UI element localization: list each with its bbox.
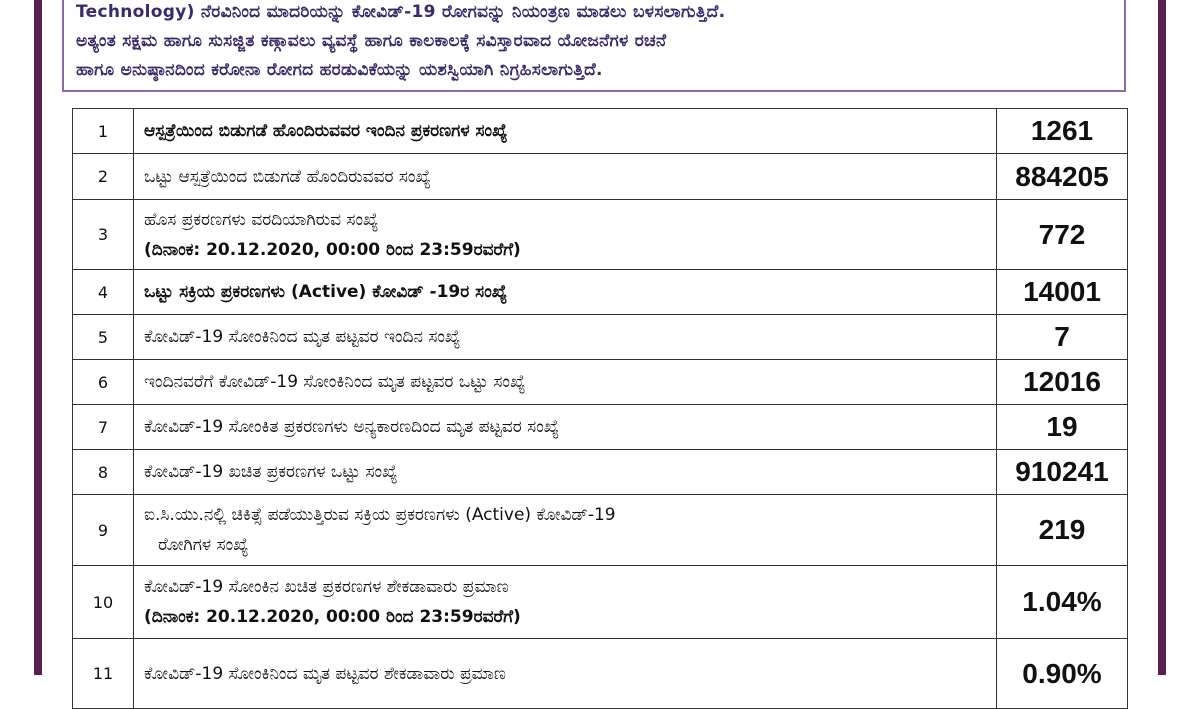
row-label: ಒಟ್ಟು ಆಸ್ಪತ್ರೆಯಿಂದ ಬಿಡುಗಡೆ ಹೊಂದಿರುವವರ ಸಂಖ್ಯೆ xyxy=(144,166,431,187)
row-value: 910241 xyxy=(997,450,1128,495)
row-label: ಹೊಸ ಪ್ರಕರಣಗಳು ವರದಿಯಾಗಿರುವ ಸಂಖ್ಯೆ xyxy=(144,209,379,230)
row-description xyxy=(134,639,997,709)
row-description xyxy=(134,109,997,154)
row-value: 19 xyxy=(997,405,1128,450)
row-sublabel: (ದಿನಾಂಕ: 20.12.2020, 00:00 ರಿಂದ 23:59ರವರೆಗೆ) xyxy=(144,607,521,627)
row-value: 1.04% xyxy=(997,566,1128,639)
row-label: ಕೋವಿಡ್-19 ಸೋಂಕಿನಿಂದ ಮೃತ ಪಟ್ಟವರ ಇಂದಿನ ಸಂಖ್ಯೆ xyxy=(144,327,461,347)
row-value: 219 xyxy=(997,495,1128,566)
row-value: 7 xyxy=(997,315,1128,360)
intro-line: Technology) ನೆರವಿನಿಂದ ಮಾದರಿಯನ್ನು ಕೋವಿಡ್-19 ರೋಗವನ್ನು ನಿಯಂತ್ರಣ ಮಾಡಲು ಬಳಸಲಾಗುತ್ತಿದೆ. xyxy=(76,2,726,22)
row-sublabel: (ದಿನಾಂಕ: 20.12.2020, 00:00 ರಿಂದ 23:59ರವರೆಗೆ) xyxy=(144,239,521,260)
row-number: 11 xyxy=(73,639,134,709)
table-row xyxy=(73,315,1128,360)
table-row xyxy=(73,450,1128,495)
table-row xyxy=(73,154,1128,200)
table-row xyxy=(73,639,1128,709)
row-description xyxy=(134,315,997,360)
row-number: 8 xyxy=(73,450,134,495)
covid-stats-table xyxy=(72,108,1128,709)
row-value: 1261 xyxy=(997,109,1128,154)
intro-line: ಹಾಗೂ ಅನುಷ್ಠಾನದಿಂದ ಕರೋನಾ ರೋಗದ ಹರಡುವಿಕೆಯನ್ನು ಯಶಸ್ವಿಯಾಗಿ ನಿಗ್ರಹಿಸಲಾಗುತ್ತಿದೆ. xyxy=(76,60,603,80)
row-description xyxy=(134,450,997,495)
table-row xyxy=(73,109,1128,154)
row-number: 7 xyxy=(73,405,134,450)
row-label: ಕೋವಿಡ್-19 ಸೋಂಕಿತ ಪ್ರಕರಣಗಳು ಅನ್ಯಕಾರಣದಿಂದ ಮೃತ ಪಟ್ಟವರ ಸಂಖ್ಯೆ xyxy=(144,417,560,437)
table-row xyxy=(73,270,1128,315)
row-description xyxy=(134,566,997,639)
row-label: ಒಟ್ಟು ಸಕ್ರಿಯ ಪ್ರಕರಣಗಳು (Active) ಕೋವಿಡ್ -19ರ ಸಂಖ್ಯೆ xyxy=(144,282,508,302)
row-value: 772 xyxy=(997,200,1128,270)
table-row xyxy=(73,360,1128,405)
row-number: 4 xyxy=(73,270,134,315)
row-description xyxy=(134,200,997,270)
row-value: 14001 xyxy=(997,270,1128,315)
row-description xyxy=(134,360,997,405)
row-description xyxy=(134,405,997,450)
row-number: 2 xyxy=(73,154,134,200)
row-label: ಇಂದಿನವರೆಗೆ ಕೋವಿಡ್-19 ಸೋಂಕಿನಿಂದ ಮೃತ ಪಟ್ಟವರ ಒಟ್ಟು ಸಂಖ್ಯೆ xyxy=(144,372,526,392)
row-label: ಕೋವಿಡ್-19 ಖಚಿತ ಪ್ರಕರಣಗಳ ಒಟ್ಟು ಸಂಖ್ಯೆ xyxy=(144,462,398,482)
row-number: 1 xyxy=(73,109,134,154)
row-number: 3 xyxy=(73,200,134,270)
row-description xyxy=(134,495,997,566)
table-row xyxy=(73,566,1128,639)
row-number: 5 xyxy=(73,315,134,360)
intro-line: ಅತ್ಯಂತ ಸಕ್ಷಮ ಹಾಗೂ ಸುಸಜ್ಜಿತ ಕಣ್ಗಾವಲು ವ್ಯವಸ್ಥೆ ಹಾಗೂ ಕಾಲಕಾಲಕ್ಕೆ ಸವಿಸ್ತಾರವಾದ ಯೋಜನೆಗಳ ರಚನೆ xyxy=(76,31,667,51)
row-label: ಆಸ್ಪತ್ರೆಯಿಂದ ಬಿಡುಗಡೆ ಹೊಂದಿರುವವರ ಇಂದಿನ ಪ್ರಕರಣಗಳ ಸಂಖ್ಯೆ xyxy=(144,121,508,141)
row-value: 0.90% xyxy=(997,639,1128,709)
row-description xyxy=(134,154,997,200)
table-row xyxy=(73,405,1128,450)
row-description xyxy=(134,270,997,315)
row-sublabel: ರೋಗಿಗಳ ಸಂಖ್ಯೆ xyxy=(158,535,249,555)
table-row xyxy=(73,495,1128,566)
table-row xyxy=(73,200,1128,270)
page-border-left xyxy=(34,0,42,675)
row-label: ಕೋವಿಡ್-19 ಸೋಂಕಿನಿಂದ ಮೃತ ಪಟ್ಟವರ ಶೇಕಡಾವಾರು ಪ್ರಮಾಣ xyxy=(144,663,506,684)
row-number: 10 xyxy=(73,566,134,639)
row-label: ಐ.ಸಿ.ಯು.ನಲ್ಲಿ ಚಿಕಿತ್ಸೆ ಪಡೆಯುತ್ತಿರುವ ಸಕ್ರಿಯ ಪ್ರಕರಣಗಳು (Active) ಕೋವಿಡ್-19 xyxy=(144,505,616,525)
page-border-right xyxy=(1158,0,1166,675)
row-number: 9 xyxy=(73,495,134,566)
row-value: 884205 xyxy=(997,154,1128,200)
row-value: 12016 xyxy=(997,360,1128,405)
row-number: 6 xyxy=(73,360,134,405)
intro-paragraph-box xyxy=(62,0,1126,92)
row-label: ಕೋವಿಡ್-19 ಸೋಂಕಿನ ಖಚಿತ ಪ್ರಕರಣಗಳ ಶೇಕಡಾವಾರು ಪ್ರಮಾಣ xyxy=(144,577,509,597)
